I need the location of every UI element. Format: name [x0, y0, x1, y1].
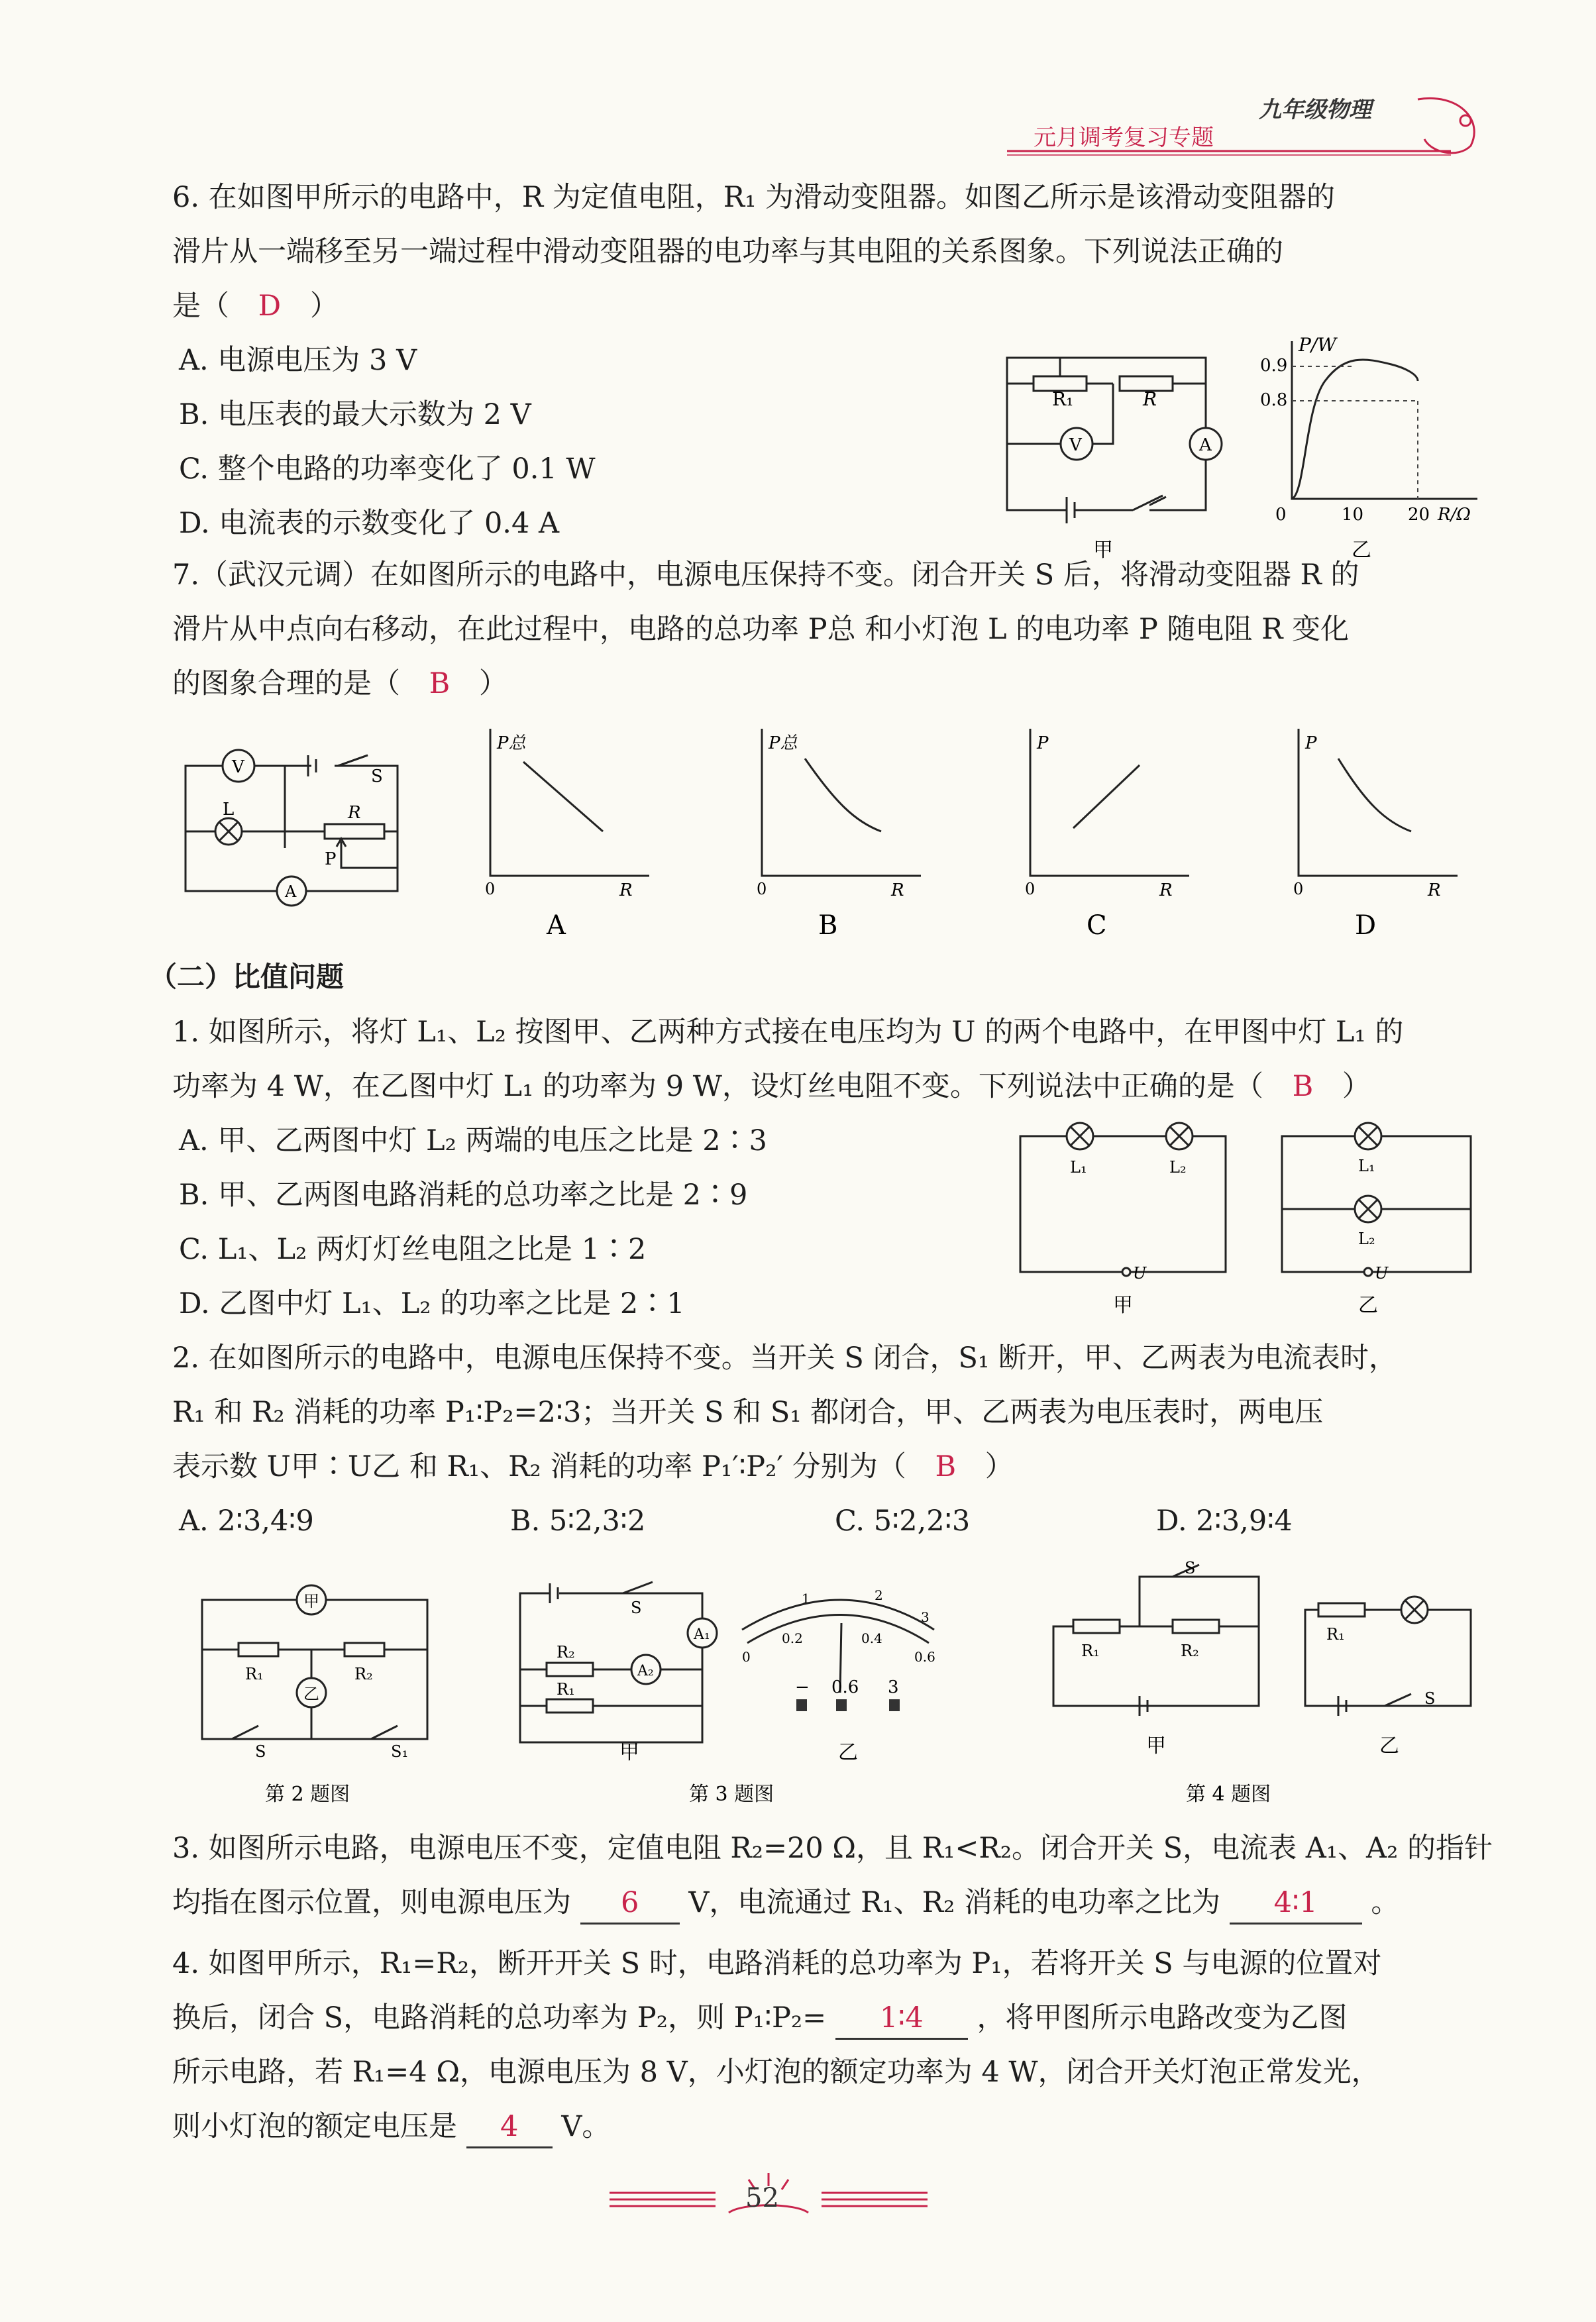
graph-c-ylabel: P: [1037, 733, 1049, 753]
p3-line1: 3. 如图所示电路，电源电压不变，定值电阻 R₂=20 Ω，且 R₁<R₂。闭合开关 S，电流表 A₁、A₂ 的指针: [172, 1832, 1493, 1865]
p4-line4-pre: 则小灯泡的额定电压是: [172, 2110, 457, 2143]
p3-tick-06: 0.6: [914, 1649, 935, 1665]
q6-graph-x20: 20: [1408, 505, 1430, 525]
p2-label-s1: S₁: [391, 1742, 409, 1761]
graph-a-curve: [523, 762, 603, 831]
q6-graph-y09: 0.9: [1260, 356, 1288, 376]
p3-terminal-minus: −: [795, 1677, 810, 1697]
p4-label-yi: 乙: [1379, 1734, 1399, 1758]
p4-line2: [172, 1998, 1348, 2040]
q7-answer: B: [429, 667, 451, 700]
p1-jia-label-l1: L₁: [1070, 1158, 1087, 1177]
graph-d-label: D: [1355, 910, 1377, 941]
q6-graph-yi: [1259, 328, 1497, 566]
p3-tick-1: 1: [802, 1591, 810, 1607]
graph-a-origin: 0: [485, 880, 496, 898]
p1-yi-label-l2: L₂: [1358, 1230, 1375, 1248]
p1-jia-label-u: U: [1133, 1264, 1147, 1283]
p2-line3-pre: 表示数 U甲∶U乙 和 R₁、R₂ 消耗的功率 P₁′∶P₂′ 分别为（: [172, 1450, 906, 1483]
p2-option-c: C. 5∶2,2∶3: [835, 1504, 971, 1538]
graph-d-curve: [1338, 759, 1411, 831]
graph-a-ylabel: P总: [497, 733, 526, 753]
q6-graph-ylabel: P/W: [1299, 334, 1337, 356]
p3-caption: 第 3 题图: [689, 1783, 774, 1806]
header-grade: 九年级物理: [1259, 97, 1371, 123]
p3-line2: [172, 1883, 1399, 1925]
q6-label-v: V: [1069, 435, 1082, 455]
p3-resistor-r2: [547, 1663, 593, 1676]
p2-resistor-r2: [345, 1643, 384, 1656]
graph-c-label: C: [1087, 910, 1107, 941]
q7-graphs: [464, 722, 1491, 947]
q6-option-b: B. 电压表的最大示数为 2 V: [179, 398, 531, 431]
page-header: [994, 86, 1497, 159]
q6-graph-curve: [1292, 360, 1418, 499]
p4-label-r2-jia: R₂: [1181, 1642, 1199, 1660]
p1-answer: B: [1292, 1070, 1314, 1103]
p3-terminal-3: 3: [888, 1677, 899, 1697]
p1-line1: 1. 如图所示，将灯 L₁、L₂ 按图甲、乙两种方式接在电压均为 U 的两个电路中，在甲图中灯 L₁ 的: [172, 1016, 1404, 1049]
p4-label-s-jia: S: [1185, 1559, 1196, 1577]
q7-line3-pre: 的图象合理的是（: [172, 667, 400, 700]
q6-label-r1: R₁: [1052, 388, 1074, 410]
p3-label-a1: A₁: [694, 1626, 710, 1643]
p1-jia-label-l2: L₂: [1169, 1158, 1187, 1177]
p1-line2-pre: 功率为 4 W，在乙图中灯 L₁ 的功率为 9 W，设灯丝电阻不变。下列说法中正确的是（: [172, 1070, 1263, 1103]
p1-jia-caption: 甲: [1113, 1294, 1133, 1317]
p3-tick-3: 3: [921, 1609, 930, 1625]
graph-b-ylabel: P总: [769, 733, 798, 753]
q7-label-l: L: [223, 800, 235, 819]
p4-line3: 所示电路，若 R₁=4 Ω，电源电压为 8 V，小灯泡的额定功率为 4 W，闭合开关灯泡正常发光，: [172, 2056, 1380, 2089]
p1-line2-post: ）: [1342, 1070, 1371, 1103]
q7-label-a: A: [285, 882, 297, 901]
q6-label-jia: 甲: [1093, 539, 1113, 562]
p3-label-a2: A₂: [637, 1663, 654, 1679]
q7-label-p: P: [325, 849, 337, 869]
graph-c-axes: [1030, 729, 1189, 876]
p1-circuit-yi: [1275, 1120, 1487, 1318]
q7-line3-post: ）: [478, 667, 507, 700]
graph-c-xlabel: R: [1159, 880, 1173, 900]
q6-answer: D: [258, 290, 282, 323]
p4-label-s-yi: S: [1424, 1689, 1436, 1708]
p2-option-a: A. 2∶3,4∶9: [179, 1504, 314, 1538]
p2-label-r1: R₁: [245, 1665, 264, 1683]
q7-label-r: R: [348, 803, 361, 823]
p3-line2-mid: V，电流通过 R₁、R₂ 消耗的电功率之比为: [688, 1886, 1220, 1919]
p4-line4-post: V。: [561, 2110, 611, 2143]
p2-label-s: S: [255, 1742, 266, 1761]
graph-d-ylabel: P: [1305, 733, 1317, 753]
p3-label-r2: R₂: [557, 1643, 575, 1662]
q7-circuit: [179, 742, 424, 914]
p3-label-r1: R₁: [557, 1680, 575, 1699]
p3-terminal-06: 0.6: [831, 1677, 859, 1697]
p4-blank-ratio: 1∶4: [835, 1998, 968, 2040]
graph-b-origin: 0: [757, 880, 767, 898]
p4-line4: [172, 2107, 610, 2148]
p4-line1: 4. 如图甲所示，R₁=R₂，断开开关 S 时，电路消耗的总功率为 P₁，若将开关 S 与电源的位置对: [172, 1947, 1382, 1980]
p3-tick-2: 2: [875, 1587, 883, 1603]
q6-line3-pre: 是（: [172, 290, 229, 323]
p2-line3: [172, 1447, 1014, 1487]
graph-d-origin: 0: [1293, 880, 1304, 898]
q7-label-v: V: [232, 757, 244, 777]
graph-d-axes: [1299, 729, 1458, 876]
p4-label-r1-yi: R₁: [1326, 1625, 1345, 1644]
p2-figure: [192, 1577, 451, 1809]
q6-label-r: R: [1143, 388, 1157, 410]
p4-line2-post: ，将甲图所示电路改变为乙图: [977, 2001, 1348, 2034]
q6-line2: 滑片从一端移至另一端过程中滑动变阻器的电功率与其电阻的关系图象。下列说法正确的: [172, 235, 1283, 268]
p4-line2-pre: 换后，闭合 S，电路消耗的总功率为 P₂，则 P₁∶P₂=: [172, 2001, 827, 2034]
graph-b-xlabel: R: [891, 880, 904, 900]
p2-label-yi: 乙: [303, 1685, 319, 1703]
p3-tick-04: 0.4: [861, 1630, 882, 1646]
p4-jia-resistor-r1: [1073, 1620, 1120, 1633]
header-topic: 元月调考复习专题: [1034, 125, 1214, 151]
p3-tick-02: 0.2: [782, 1630, 803, 1646]
p3-terminal-post-3: [889, 1699, 900, 1711]
p3-label-jia: 甲: [619, 1741, 639, 1764]
p2-answer: B: [935, 1450, 957, 1483]
p1-option-d: D. 乙图中灯 L₁、L₂ 的功率之比是 2∶1: [179, 1287, 685, 1320]
q6-graph-xlabel: R/Ω: [1438, 505, 1471, 525]
q6-graph-x10: 10: [1342, 505, 1364, 525]
q7-label-s: S: [371, 766, 383, 786]
q6-line3-post: ）: [309, 290, 339, 323]
p2-line3-post: ）: [984, 1450, 1014, 1483]
q7-rheostat: [325, 824, 384, 839]
p3-resistor-r1: [547, 1699, 593, 1713]
p2-caption: 第 2 题图: [265, 1783, 350, 1806]
p2-resistor-r1: [239, 1643, 278, 1656]
q7-line3: [172, 664, 507, 704]
p3-terminal-post-06: [836, 1699, 847, 1711]
p4-label-jia: 甲: [1146, 1734, 1166, 1758]
graph-c-curve: [1073, 765, 1140, 828]
q6-option-d: D. 电流表的示数变化了 0.4 A: [179, 507, 560, 540]
p1-yi-caption: 乙: [1358, 1294, 1378, 1317]
p1-option-c: C. L₁、L₂ 两灯灯丝电阻之比是 1∶2: [179, 1233, 647, 1266]
p3-figure: [510, 1577, 987, 1809]
p4-yi-resistor-r1: [1318, 1603, 1365, 1616]
q6-circuit-jia: [1000, 344, 1226, 563]
p2-line2: R₁ 和 R₂ 消耗的功率 P₁∶P₂=2∶3；当开关 S 和 S₁ 都闭合，甲、乙两表为电压表时，两电压: [172, 1396, 1324, 1429]
q6-label-a: A: [1199, 435, 1212, 455]
page-number: 52: [745, 2183, 779, 2213]
p1-yi-label-l1: L₁: [1358, 1157, 1375, 1175]
section2-title: （二）比值问题: [149, 961, 345, 993]
graph-b-curve: [805, 759, 881, 831]
q7-line1: 7.（武汉元调）在如图所示的电路中，电源电压保持不变。闭合开关 S 后，将滑动变阻器 R 的: [172, 558, 1359, 592]
q6-line1: 6. 在如图甲所示的电路中，R 为定值电阻，R₁ 为滑动变阻器。如图乙所示是该滑动变阻器的: [172, 181, 1336, 214]
p3-tick-0: 0: [742, 1649, 751, 1665]
p3-line2-post: 。: [1371, 1886, 1400, 1919]
p1-option-b: B. 甲、乙两图电路消耗的总功率之比是 2∶9: [179, 1179, 748, 1212]
graph-d-xlabel: R: [1428, 880, 1441, 900]
q6-option-a: A. 电源电压为 3 V: [179, 344, 417, 377]
p2-label-r2: R₂: [354, 1665, 373, 1683]
p2-label-jia: 甲: [303, 1592, 319, 1610]
p3-terminal-post-minus: [796, 1699, 807, 1711]
p3-label-yi: 乙: [838, 1741, 858, 1764]
q6-option-c: C. 整个电路的功率变化了 0.1 W: [179, 452, 596, 486]
p3-line2-pre: 均指在图示位置，则电源电压为: [172, 1886, 571, 1919]
p4-label-r1-jia: R₁: [1081, 1642, 1100, 1660]
p3-blank-ratio: 4∶1: [1230, 1883, 1362, 1925]
p1-circuit-jia: [1014, 1120, 1246, 1318]
p1-line2: [172, 1067, 1371, 1106]
q6-graph-axes: [1292, 341, 1477, 499]
p2-option-b: B. 5∶2,3∶2: [510, 1504, 646, 1538]
p3-blank-voltage: 6: [580, 1883, 680, 1925]
p1-yi-label-u: U: [1375, 1264, 1389, 1283]
p4-blank-voltage: 4: [466, 2107, 553, 2148]
p4-figure: [1040, 1550, 1491, 1809]
p3-label-s: S: [631, 1599, 642, 1617]
q6-graph-y08: 0.8: [1260, 390, 1288, 410]
p4-jia-resistor-r2: [1173, 1620, 1219, 1633]
p2-option-d: D. 2∶3,9∶4: [1156, 1504, 1293, 1538]
graph-a-xlabel: R: [619, 880, 633, 900]
graph-a-label: A: [547, 910, 566, 941]
q6-line3: [172, 286, 339, 326]
p2-line1: 2. 在如图所示的电路中，电源电压保持不变。当开关 S 闭合，S₁ 断开，甲、乙两表为电流表时，: [172, 1342, 1397, 1375]
q6-graph-x0: 0: [1275, 505, 1287, 525]
q7-line2: 滑片从中点向右移动，在此过程中，电路的总功率 P总 和小灯泡 L 的电功率 P 随电阻 R 变化: [172, 613, 1350, 646]
p1-option-a: A. 甲、乙两图中灯 L₂ 两端的电压之比是 2∶3: [179, 1124, 767, 1157]
q6-graph-caption: 乙: [1352, 539, 1371, 562]
graph-c-origin: 0: [1025, 880, 1036, 898]
p4-caption: 第 4 题图: [1186, 1783, 1271, 1806]
graph-b-label: B: [818, 910, 838, 941]
